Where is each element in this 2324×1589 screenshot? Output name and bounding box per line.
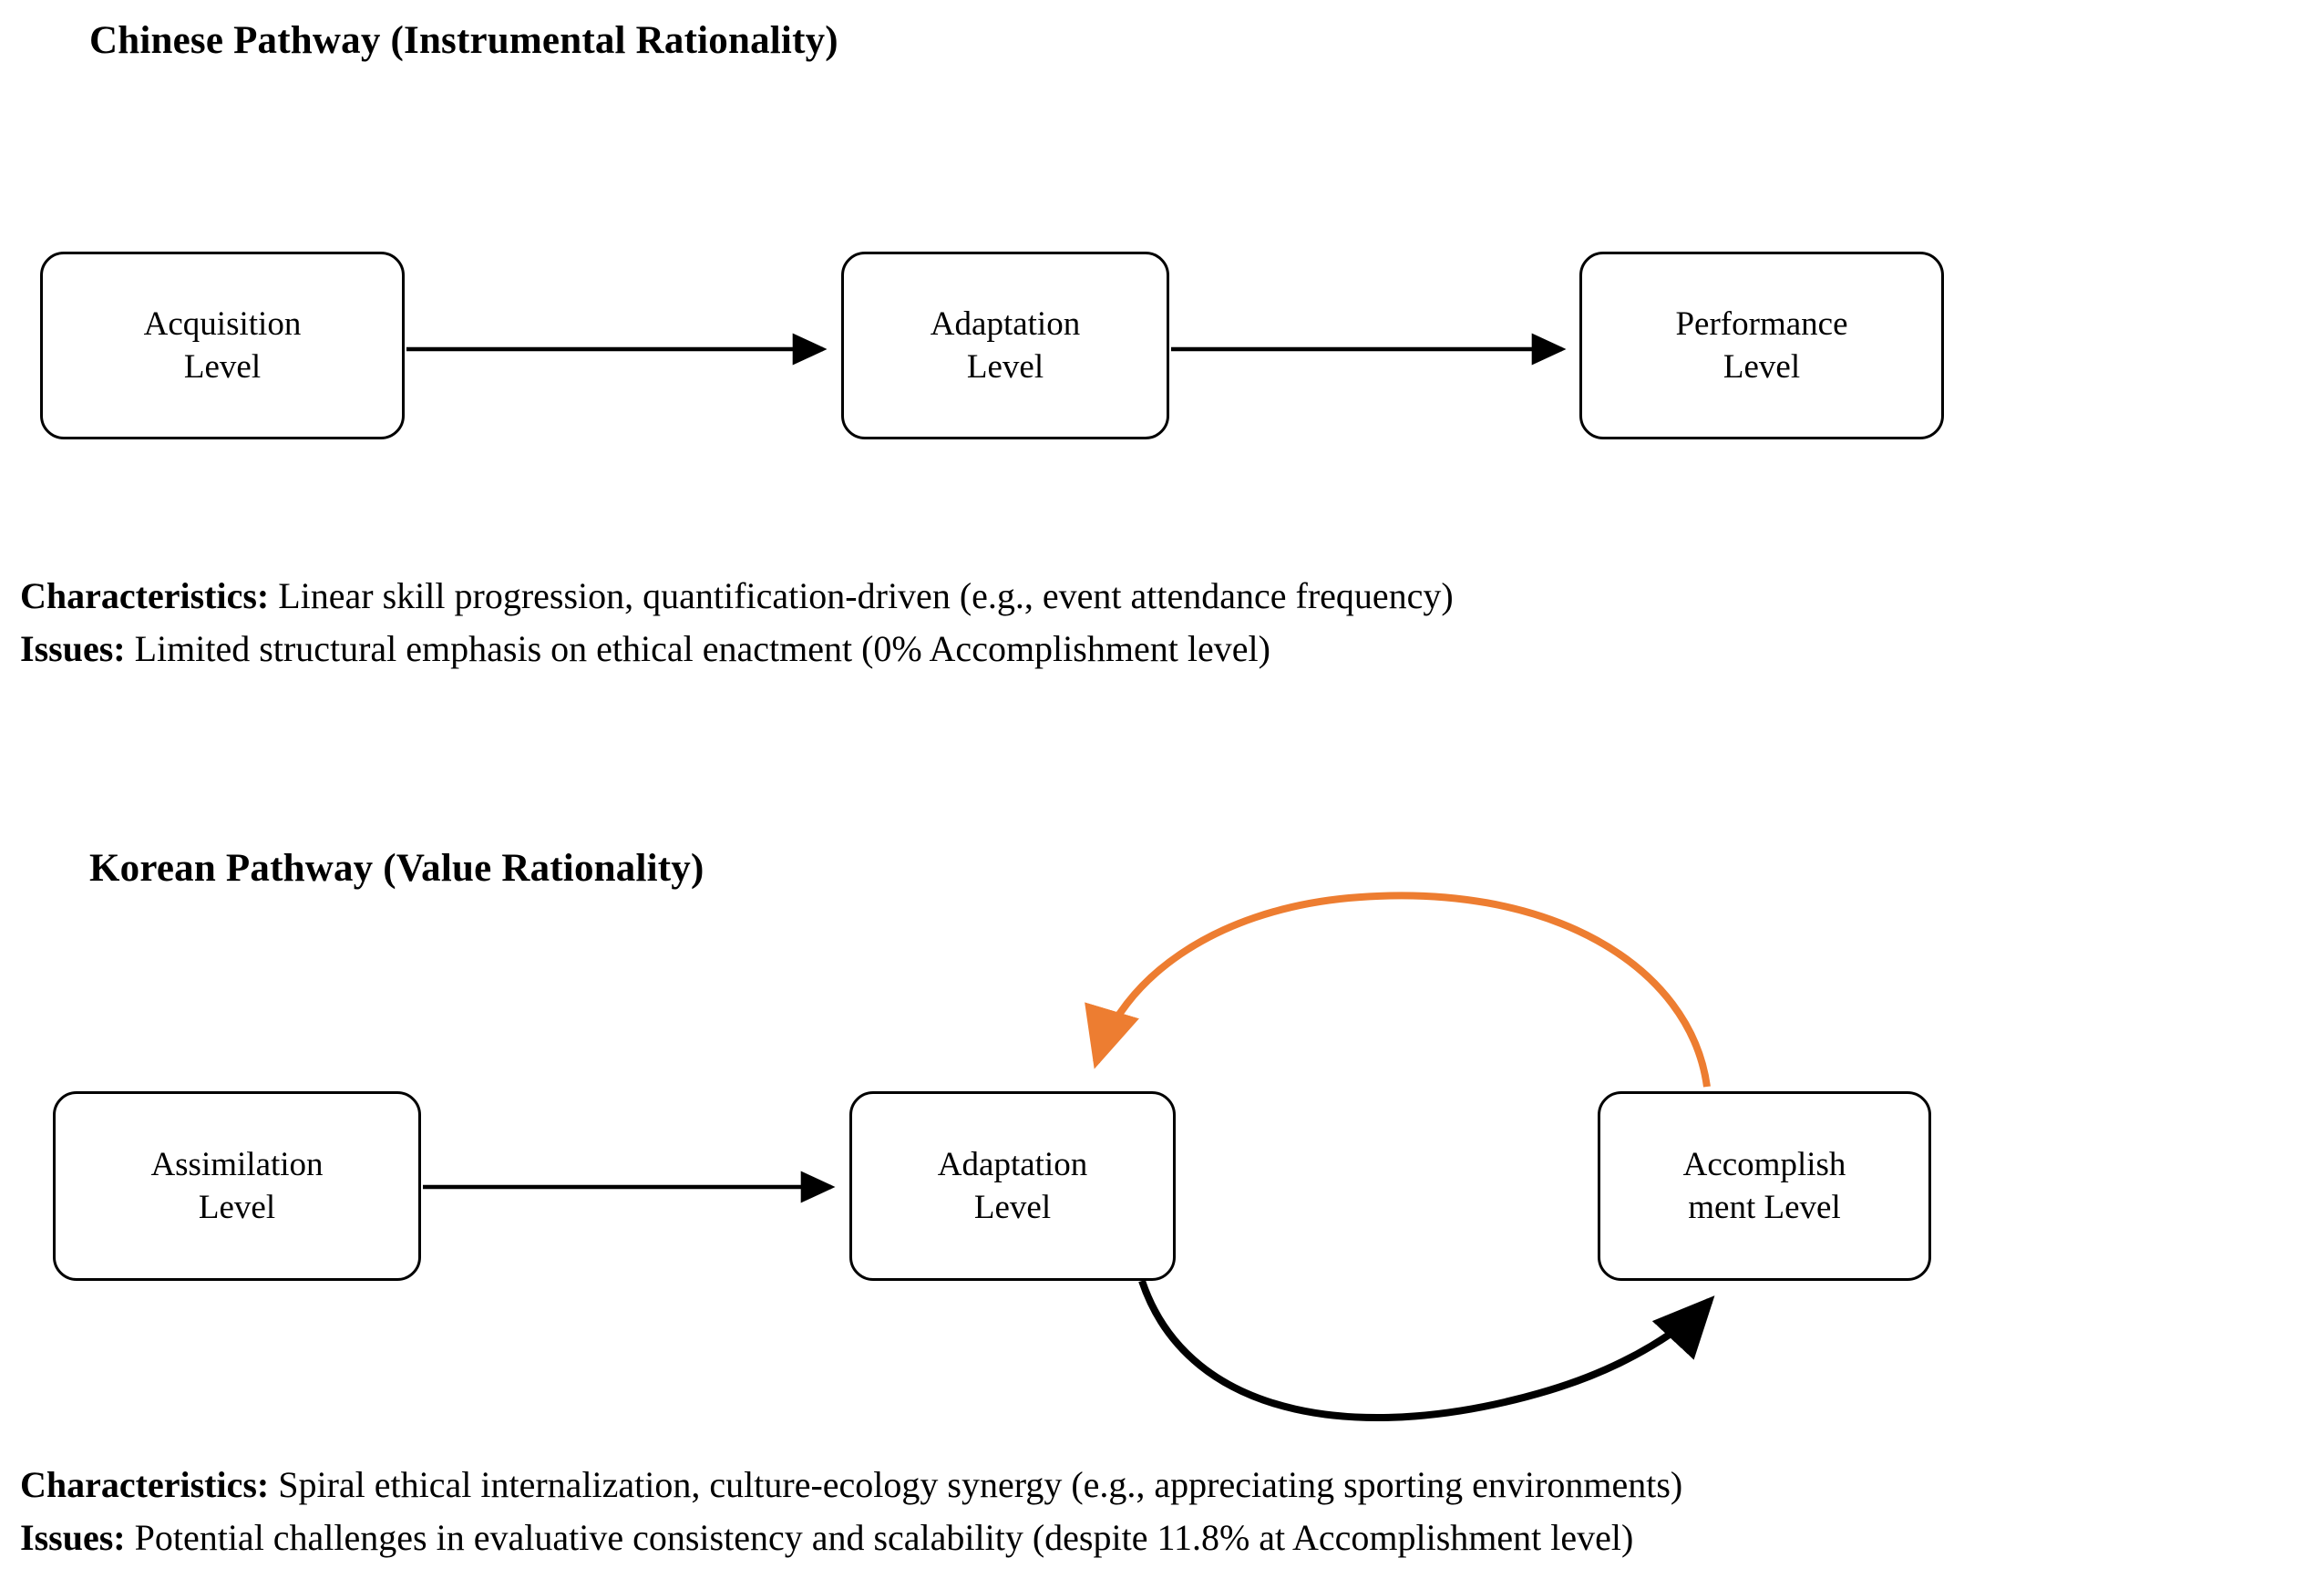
korean-characteristics-label: Characteristics: [20, 1464, 270, 1505]
korean-pathway-title: Korean Pathway (Value Rationality) [89, 847, 704, 890]
chinese-issues-text: Limited structural emphasis on ethical enactment (0% Accomplishment level) [125, 628, 1270, 669]
chinese-characteristics-text: Linear skill progression, quantification-driven (e.g., event attendance frequency) [269, 575, 1454, 616]
arrow-adaptation-to-accomplishment [1142, 1281, 1710, 1418]
korean-pathway-caption [20, 1459, 1682, 1564]
chinese-pathway-title: Chinese Pathway (Instrumental Rationality) [89, 19, 838, 62]
node-accomplishment-line2: ment Level [1688, 1189, 1841, 1226]
node-adaptation-level-chinese [841, 252, 1169, 439]
node-acquisition-line2: Level [183, 348, 262, 386]
node-assimilation-level [53, 1091, 421, 1281]
node-acquisition-level [40, 252, 405, 439]
node-adaptation-korean-line2: Level [973, 1189, 1052, 1226]
korean-issues-label: Issues: [20, 1517, 126, 1558]
chinese-characteristics-label: Characteristics: [20, 575, 270, 616]
node-adaptation-chinese-line2: Level [966, 348, 1044, 386]
korean-issues-text: Potential challenges in evaluative consistency and scalability (despite 11.8% at Accomplishment level) [125, 1517, 1634, 1558]
chinese-issues-line [20, 623, 1454, 676]
node-adaptation-korean-line1: Adaptation [937, 1145, 1088, 1183]
node-performance-level [1579, 252, 1944, 439]
arrow-accomplishment-to-adaptation [1096, 895, 1707, 1087]
node-performance-line2: Level [1722, 348, 1801, 386]
node-acquisition-line1: Acquisition [143, 304, 302, 343]
node-assimilation-line2: Level [198, 1189, 276, 1226]
node-accomplishment-level [1598, 1091, 1931, 1281]
chinese-issues-label: Issues: [20, 628, 126, 669]
node-adaptation-chinese-line1: Adaptation [930, 304, 1081, 343]
chinese-characteristics-line [20, 570, 1454, 623]
node-accomplishment-line1: Accomplish [1682, 1145, 1846, 1183]
korean-characteristics-text: Spiral ethical internalization, culture-ecology synergy (e.g., appreciating sporting environments) [269, 1464, 1683, 1505]
node-performance-line1: Performance [1675, 304, 1848, 343]
node-adaptation-level-korean [849, 1091, 1176, 1281]
korean-characteristics-line [20, 1459, 1682, 1512]
chinese-pathway-caption [20, 570, 1454, 676]
node-assimilation-line1: Assimilation [150, 1145, 324, 1183]
korean-issues-line [20, 1512, 1682, 1564]
